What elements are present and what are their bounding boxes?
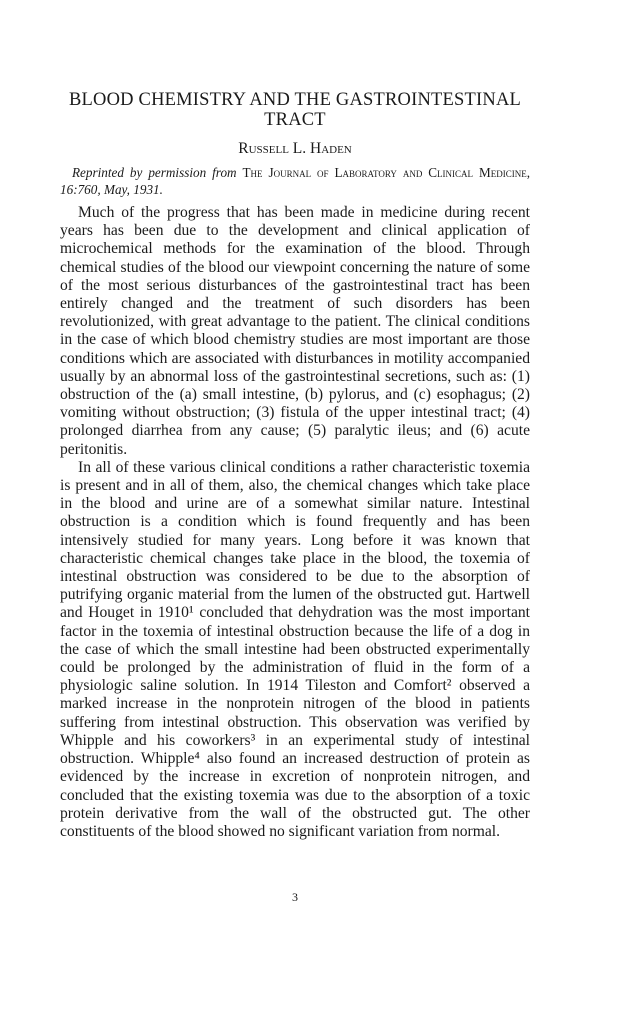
title-line-2: TRACT [264,110,326,130]
author-name: Russell L. Haden [238,140,352,157]
article-page [60,90,530,904]
title-line-1: BLOOD CHEMISTRY AND THE GASTROINTESTINAL [69,90,521,110]
reprint-journal: The Journal of Laboratory and Clinical Medicine, [242,165,530,180]
body-paragraph-1: Much of the progress that has been made in medicine during recent years has been due to the development and clinical application of microchemical methods for the examination of the blood. Through chemical studies of the blood our viewpoint concerning the nature of some of the most serious disturbances of the gastrointestinal tract has been entirely changed and the treatment of such disorders has been revolutionized, with great advantage to the patient. The clinical conditions in the case of which blood chemistry studies are most important are those conditions which are associated with disturbances in motility accompanied usually by an abnormal loss of the gastrointestinal secretions, such as: (1) obstruction of the (a) small intestine, (b) pylorus, and (c) esophagus; (2) vomiting without obstruction; (3) fistula of the upper intestinal tract; (4) prolonged diarrhea from any cause; (5) paralytic ileus; and (6) acute peritonitis. [60,204,530,458]
reprint-citation: 16:760, May, 1931. [60,182,163,197]
reprint-prefix: Reprinted by permission from [72,165,237,180]
article-title [60,90,530,130]
page-number: 3 [292,890,298,904]
body-paragraph-2: In all of these various clinical conditions a rather characteristic toxemia is present and in all of them, also, the chemical changes which take place in the blood and urine are of a somewhat similar nature. Intestinal obstruction is a condition which is found frequently and has been intensively studied for many years. Long before it was known that characteristic chemical changes take place in the blood, the toxemia of intestinal obstruction was considered to be due to the absorption of putrifying organic material from the lumen of the obstructed gut. Hartwell and Houget in 1910¹ concluded that dehydration was the most important factor in the toxemia of intestinal obstruction because the life of a dog in the case of which the small intestine had been obstructed experimentally could be prolonged by the administration of fluid in the form of a physiologic saline solution. In 1914 Tileston and Comfort² observed a marked increase in the nonprotein nitrogen of the blood in patients suffering from intestinal obstruction. This observation was verified by Whipple and his coworkers³ in an experimental study of intestinal obstruction. Whipple⁴ also found an increased destruction of protein as evidenced by the increase in excretion of nonprotein nitrogen, and concluded that the existing toxemia was due to the absorption of a toxic protein derivative from the wall of the obstructed gut. The other constituents of the blood showed no significant variation from normal. [60,458,530,840]
reprint-notice [60,164,530,198]
